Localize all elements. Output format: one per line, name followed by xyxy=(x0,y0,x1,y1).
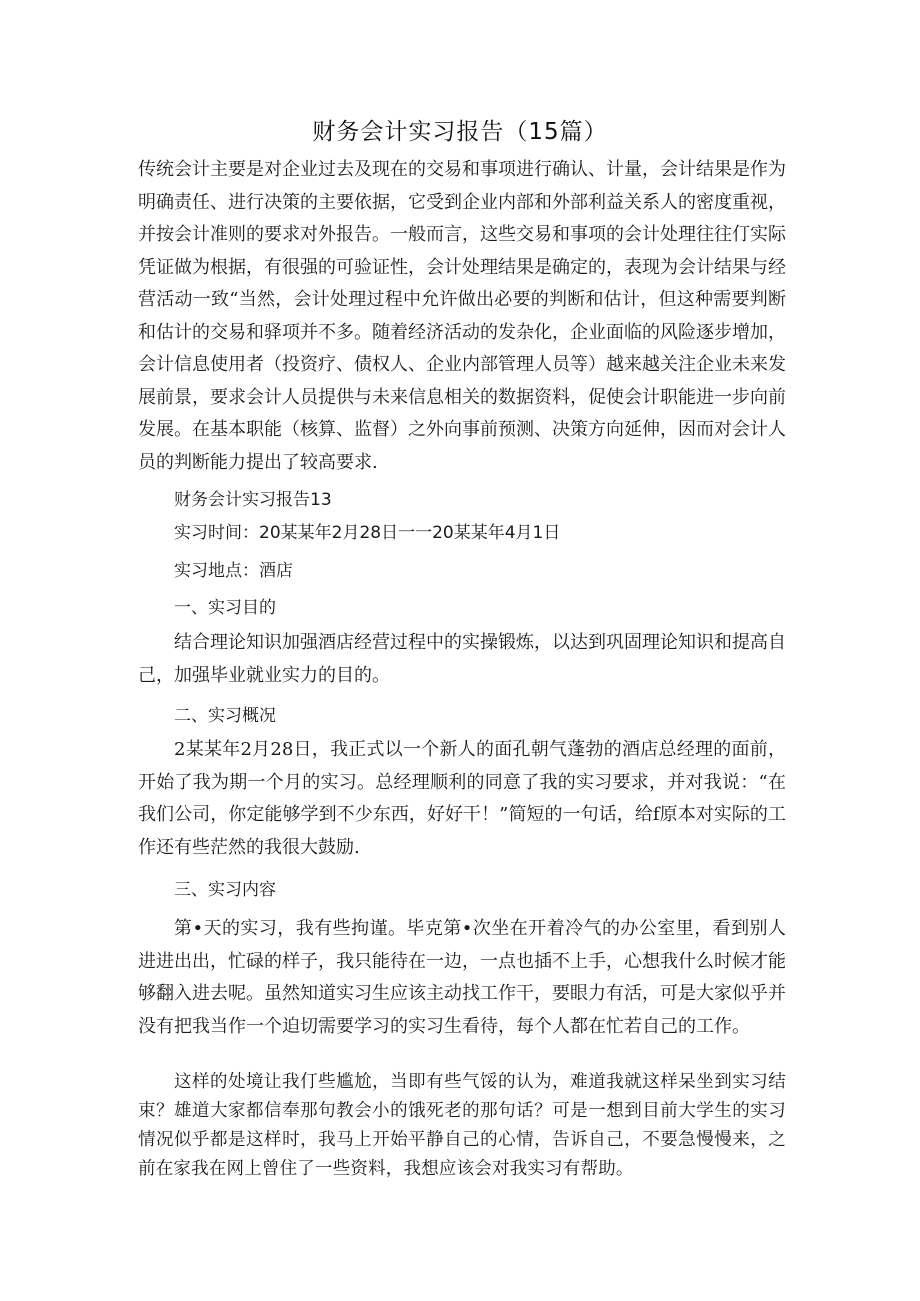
internship-place: 实习地点：酒店 xyxy=(174,561,293,581)
section-heading-overview: 二、实习概况 xyxy=(174,706,276,726)
section-heading-purpose: 一、实习目的 xyxy=(174,598,276,618)
section-overview-text: 2某某年2月28日，我正式以一个新人的面孔朝气蓬勃的酒店总经理的面前，开始了我为期一个月的实习。总经理顺利的同意了我的实习要求，并对我说：“在我们公司，你定能够学到不少东西，好好干！”简短的一句话，给f原本对实际的工作还有些茫然的我很大鼓励. xyxy=(138,739,786,858)
report-heading: 财务会计实习报告13 xyxy=(174,490,332,510)
intro-paragraph: 传统会计主要是对企业过去及现在的交易和事项进行确认、计量，会计结果是作为明确责任、进行决策的主要依据，它受到企业内部和外部利益关系人的密度重视，并按会计准则的要求对外报告。一般而言，这些交易和事项的会计处理往往仃实际凭证做为根据，有很强的可验证性，会计处理结果是确定的，表现为会计结果与经营活动一致“当然，会计处理过程中允许做出必要的判断和估计，但这种需要判断和估计的交易和驿项并不多。随着经济活动的发杂化，企业面临的风险逐步增加，会计信息使用者（投资疗、债权人、企业内部管理人员等）越来越关注企业未来发展前景，要求会计人员提供与未来信息相关的数据资料，促使会计职能进一步向前发展。在基本职能（核算、监督）之外向事前预测、决策方向延伸，因而对会计人员的判断能力提出了较高要求. xyxy=(138,159,786,473)
document-title: 财务会计实习报告（15篇） xyxy=(312,119,608,145)
section-content-text-2: 这样的处境让我仃些尴尬，当即有些气馁的认为，难道我就这样呆坐到实习结束？雄道大家都信奉那句教会小的饿死老的那句话？可是一想到目前大学生的实习情况似乎都是这样时，我马上开始平静自己的心情，告诉自己，不要急慢慢来，之前在家我在网上曾住了一些资料，我想应该会对我实习有帮助。 xyxy=(138,1072,786,1179)
internship-time: 实习时间：20某某年2月28日一一20某某年4月1日 xyxy=(174,523,561,543)
section-heading-content: 三、实习内容 xyxy=(174,880,276,900)
section-content-text: 第•天的实习，我有些拘谨。毕克第•次坐在开着冷气的办公室里，看到别人进进出出，忙碌的样子，我只能待在一边，一点也插不上手，心想我什么时候才能够翻入进去呢。虽然知道实习生应该主动找工作干，要眼力有活，可是大家似乎并没有把我当作一个迫切需要学习的实习生看待，每个人都在忙若自己的工作。 xyxy=(138,918,786,1037)
section-purpose-text: 结合理论知识加强酒店经营过程中的实操锻炼，以达到巩固理论知识和提高自己，加强毕业就业实力的目的。 xyxy=(138,632,786,686)
